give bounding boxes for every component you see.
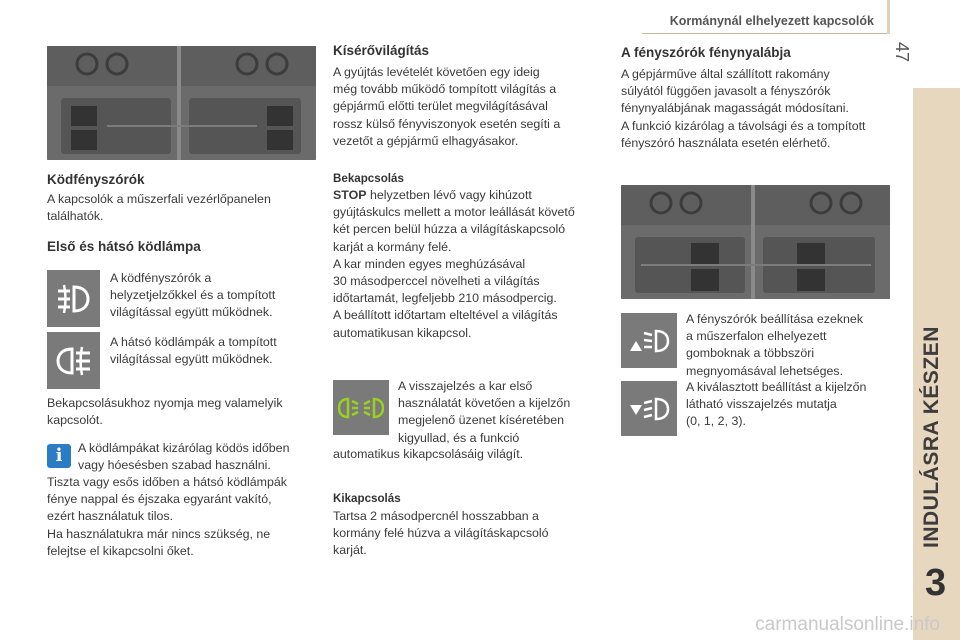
info-icon: i [47, 444, 71, 468]
beam-up-icon-box [621, 313, 677, 368]
front-fog-text: A ködfényszórók a helyzetjelzőkkel és a tompított világítással együtt működnek. [110, 271, 276, 320]
indicator-text: A visszajelzés a kar első használatát követően a kijelzőn megjelenő üzenet kíséretében kigyullad, és a funkció [398, 379, 571, 445]
fog-usage-note-first: A ködlámpákat kizárólag ködös időben vagy hóesésben szabad használni. [78, 441, 290, 473]
activation-text [333, 187, 608, 342]
headlamp-adjust-photo [621, 185, 890, 299]
fog-lamps-location-text: A kapcsolók a műszerfali vezérlőpanelen találhatók. [47, 192, 271, 224]
beam-down-icon [628, 393, 670, 425]
follow-me-indicator-box [333, 380, 389, 435]
front-fog-icon-box [47, 270, 100, 327]
follow-me-indicator-icon [338, 393, 384, 423]
page-number: 47 [892, 42, 912, 63]
subheading-activation: Bekapcsolás [333, 172, 404, 185]
header-accent [887, 0, 890, 34]
follow-me-description: A gyújtás levételét követően egy ideig még tovább működő tompított világítás a gépjármű előtti terület megvilágításával rossz külső fényviszonyok esetén segíti a vezetőt a gépjármű elhagyásakor. [333, 65, 561, 148]
section-heading-front-rear-fog: Első és hátsó ködlámpa [47, 239, 201, 254]
watermark: carmanualsonline.info [755, 614, 940, 635]
beam-adjust-text: A fényszórók beállítása ezeknek a műszerfalon elhelyezett gomboknak a többszöri megnyomásával lehetséges. [686, 312, 864, 378]
section-heading-fog-lamps: Ködfényszórók [47, 172, 145, 187]
activation-text-rest: helyzetben lévő vagy kihúzott gyújtáskulcs mellett a motor leállását követő két percen belül húzza a világításkapcsoló karját a kormány felé. A kar minden egyes meghúzásával 30 másodperccel növelheti a világítás időtartamát, legfeljebb 210 másodpercig. A beállított időtartam elteltével a világítás automatikusan kikapcsol. [333, 188, 575, 340]
subheading-deactivation: Kikapcsolás [333, 492, 401, 505]
rear-fog-text: A hátsó ködlámpák a tompított világítással együtt működnek. [110, 335, 277, 367]
chapter-label: INDULÁSRA KÉSZEN [920, 326, 943, 548]
indicator-text-last: automatikus kikapcsolásáig világít. [333, 447, 524, 461]
rear-fog-icon-box [47, 332, 100, 389]
section-heading-follow-me-lighting: Kísérővilágítás [333, 43, 430, 58]
rear-fog-icon [54, 343, 94, 379]
section-heading-headlamp-beam: A fényszórók fénynyalábja [621, 45, 791, 60]
beam-display-text: A kiválasztott beállítást a kijelzőn látható visszajelzés mutatja (0, 1, 2, 3). [686, 380, 867, 429]
header-title: Kormánynál elhelyezett kapcsolók [669, 14, 874, 28]
fog-usage-note-rest: Tiszta vagy esős időben a hátsó ködlámpák fénye nappal és éjszaka egyaránt vakító, ezért használatuk tilos. Ha használatukra már nincs szükség, ne felejtse el kikapcsolni őket. [47, 475, 287, 558]
fog-switch-photo [47, 46, 316, 160]
fog-activation-text: Bekapcsolásukhoz nyomja meg valamelyik kapcsolót. [47, 396, 283, 428]
header-divider [642, 33, 890, 34]
stop-label: STOP [333, 188, 367, 202]
beam-up-icon [628, 325, 670, 357]
front-fog-icon [54, 281, 94, 317]
deactivation-text: Tartsa 2 másodpercnél hosszabban a kormány felé húzva a világításkapcsoló karját. [333, 509, 549, 558]
headlamp-beam-description: A gépjárműve által szállított rakomány súlyától függően javasolt a fényszórók fénynyalábjának magasságát módosítani. A funkció kizárólag a távolsági és a tompított fényszóró használata esetén elérhető. [621, 67, 866, 150]
beam-down-icon-box [621, 381, 677, 436]
chapter-number: 3 [925, 562, 947, 604]
